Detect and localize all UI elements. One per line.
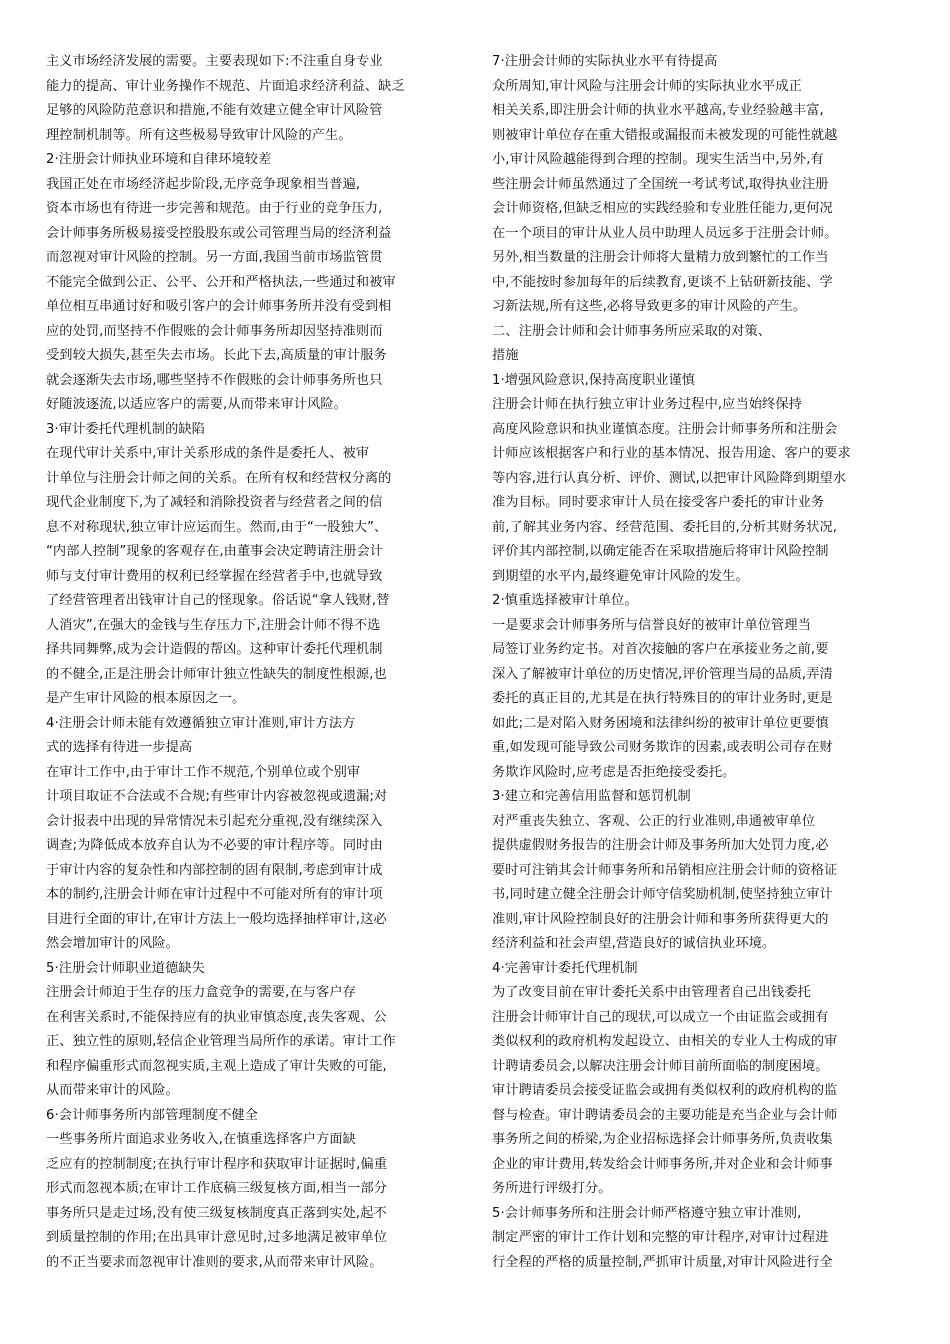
- text-line: 计单位与注册会计师之间的关系。在所有权和经营权分离的: [46, 470, 392, 486]
- text-line: 中,不能按时参加每年的后续教育,更谈不上钻研新技能、学: [492, 274, 833, 290]
- text-line: 制定严密的审计工作计划和完整的审计程序,对审计过程进: [492, 1230, 829, 1245]
- text-line: 应的处罚,而坚持不作假账的会计师事务所却因坚持准则而: [46, 323, 383, 339]
- text-line: 计聘请委员会,以解决注册会计师目前所面临的制度困境。: [492, 1058, 829, 1074]
- text-line: 相关关系,即注册会计师的执业水平越高,专业经验越丰富,: [492, 103, 824, 118]
- text-line: 措施: [492, 348, 519, 363]
- text-line: 人消灾”,在强大的金钱与生存压力下,注册会计师不得不选: [46, 617, 381, 633]
- text-line: 另外,相当数量的注册会计师将大量精力放到繁忙的工作当: [492, 250, 829, 265]
- text-line: 择共同舞弊,成为会计造假的帮凶。这种审计委托代理机制: [46, 642, 383, 657]
- text-line: 要时可注销其会计师事务所和吊销相应注册会计师的资格证: [492, 862, 838, 878]
- text-line: 不能完全做到公正、公平、公开和严格执法,一些通过和被审: [46, 274, 396, 290]
- text-line: 乏应有的控制制度;在执行审计程序和获取审计证据时,偏重: [46, 1156, 388, 1172]
- text-line: 事务所只是走过场,没有使三级复核制度真正落到实处,起不: [46, 1205, 387, 1221]
- text-line: 前,了解其业务内容、经营范围、委托目的,分析其财务状况,: [492, 519, 838, 535]
- text-line: 资本市场也有待进一步完善和规范。由于行业的竞争压力,: [46, 201, 383, 216]
- text-line: 类似权利的政府机构发起设立、由相关的专业人士构成的审: [492, 1034, 838, 1049]
- text-line: 一些事务所片面追求业务收入,在慎重选择客户方面缺: [46, 1132, 356, 1147]
- text-line: 师与支付审计费用的权利已经掌握在经营者手中,也就导致: [46, 568, 383, 584]
- text-line: 能力的提高、审计业务操作不规范、片面追求经济利益、缺乏: [46, 78, 405, 94]
- text-line: 企业的审计费用,转发给会计师事务所,并对企业和会计师事: [492, 1156, 833, 1172]
- text-line: 了经营管理者出钱审计自己的怪现象。俗话说“拿人钱财,替: [46, 593, 390, 608]
- text-line: 6·会计师事务所内部管理制度不健全: [46, 1107, 259, 1123]
- text-line: 是产生审计风险的根本原因之一。: [46, 691, 246, 706]
- text-line: 形式而忽视本质;在审计工作底稿三级复核方面,相当一部分: [46, 1181, 388, 1196]
- text-line: 重,如发现可能导致公司财务欺诈的因素,或表明公司存在财: [492, 740, 833, 755]
- text-line: 式的选择有待进一步提高: [46, 740, 193, 755]
- text-line: 目进行全面的审计,在审计方法上一般均选择抽样审计,这必: [46, 911, 387, 927]
- text-line: 二、注册会计师和会计师事务所应采取的对策、: [492, 323, 772, 339]
- text-line: 单位相互串通讨好和吸引客户的会计师事务所并没有受到相: [46, 299, 392, 314]
- text-line: 为了改变目前在审计委托关系中由管理者自己出钱委托: [492, 985, 811, 1000]
- text-line: 我国正处在市场经济起步阶段,无序竞争现象相当普遍,: [46, 176, 361, 192]
- text-line: 好随波逐流,以适应客户的需要,从而带来审计风险。: [46, 397, 347, 412]
- text-line: 在利害关系时,不能保持应有的执业审慎态度,丧失客观、公: [46, 1009, 387, 1025]
- text-line: 主义市场经济发展的需要。主要表现如下:不注重自身专业: [46, 54, 383, 69]
- text-line: 众所周知,审计风险与注册会计师的实际执业水平成正: [492, 78, 802, 94]
- text-line: 5·会计师事务所和注册会计师严格遵守独立审计准则,: [492, 1205, 802, 1221]
- text-line: 5·注册会计师职业道德缺失: [46, 960, 205, 976]
- text-line: 行全程的严格的质量控制,严抓审计质量,对审计风险进行全: [492, 1254, 833, 1270]
- text-line: 准为目标。同时要求审计人员在接受客户委托的审计业务: [492, 495, 825, 510]
- text-line: 2·注册会计师执业环境和自律环境较差: [46, 152, 272, 167]
- text-line: 和程序偏重形式而忽视实质,主观上造成了审计失败的可能,: [46, 1058, 387, 1074]
- text-line: 经济利益和社会声望,营造良好的诚信执业环境。: [492, 936, 776, 951]
- text-line: “内部人控制”现象的客观存在,由董事会决定聘请注册会计: [46, 544, 384, 559]
- left-column: [46, 50, 444, 1275]
- text-line: 一是要求会计师事务所与信誉良好的被审计单位管理当: [492, 617, 811, 633]
- text-line: 3·审计委托代理机制的缺陷: [46, 421, 205, 437]
- text-line: 小,审计风险越能得到合理的控制。现实生活当中,另外,有: [492, 152, 824, 167]
- text-line: 书,同时建立健全注册会计师守信奖励机制,使坚持独立审计: [492, 887, 833, 902]
- text-line: 而忽视对审计风险的控制。另一方面,我国当前市场监管贯: [46, 250, 383, 265]
- text-line: 计师应该根据客户和行业的基本情况、报告用途、客户的要求: [492, 446, 851, 461]
- text-line: 到质量控制的作用;在出具审计意见时,过多地满足被审单位: [46, 1230, 388, 1245]
- text-line: 在现代审计关系中,审计关系形成的条件是委托人、被审: [46, 446, 370, 461]
- text-line: 在审计工作中,由于审计工作不规范,个别单位或个别审: [46, 764, 361, 780]
- text-line: 务欺诈风险时,应考虑是否拒绝接受委托。: [492, 764, 736, 780]
- text-line: 然会增加审计的风险。: [46, 936, 179, 951]
- text-line: 等内容,进行认真分析、评价、测试,以把审计风险降到期望水: [492, 470, 847, 486]
- text-line: 息不对称现状,独立审计应运而生。然而,由于“一股独大”、: [46, 519, 388, 535]
- text-line: 深入了解被审计单位的历史情况,评价管理当局的品质,弄清: [492, 666, 833, 682]
- text-line: 足够的风险防范意识和措施,不能有效建立健全审计风险管: [46, 103, 383, 118]
- text-line: 注册会计师审计自己的现状,可以成立一个由证监会或拥有: [492, 1009, 829, 1025]
- text-line: 会计师事务所极易接受控股股东或公司管理当局的经济利益: [46, 225, 392, 241]
- text-line: 于审计内容的复杂性和内部控制的固有限制,考虑到审计成: [46, 862, 383, 878]
- text-line: 的不正当要求而忽视审计准则的要求,从而带来审计风险。: [46, 1254, 383, 1270]
- text-line: 会计师资格,但缺乏相应的实践经验和专业胜任能力,更何况: [492, 201, 833, 216]
- text-line: 注册会计师在执行独立审计业务过程中,应当始终保持: [492, 397, 802, 412]
- text-line: 现代企业制度下,为了减轻和消除投资者与经营者之间的信: [46, 495, 383, 510]
- text-line: 会计报表中出现的异常情况未引起充分重视,没有继续深入: [46, 813, 383, 829]
- text-line: 从而带来审计的风险。: [46, 1083, 179, 1098]
- text-line: 4·注册会计师未能有效遵循独立审计准则,审计方法方: [46, 715, 356, 731]
- text-line: 的不健全,正是注册会计师审计独立性缺失的制度性根源,也: [46, 666, 387, 682]
- text-line: 在一个项目的审计从业人员中助理人员远多于注册会计师。: [492, 225, 838, 241]
- text-line: 准则,审计风险控制良好的注册会计师和事务所获得更大的: [492, 911, 829, 927]
- text-line: 7·注册会计师的实际执业水平有待提高: [492, 54, 718, 69]
- text-line: 提供虚假财务报告的注册会计师及事务所加大处罚力度,必: [492, 838, 829, 853]
- text-line: 些注册会计师虽然通过了全国统一考试考试,取得执业注册: [492, 176, 829, 192]
- text-line: 事务所之间的桥梁,为企业招标选择会计师事务所,负责收集: [492, 1132, 833, 1147]
- text-line: 计项目取证不合法或不合规;有些审计内容被忽视或遗漏;对: [46, 789, 388, 804]
- text-line: 如此;二是对陷入财务困境和法律纠纷的被审计单位更要慎: [492, 715, 829, 731]
- text-line: 高度风险意识和执业谨慎态度。注册会计师事务所和注册会: [492, 421, 838, 437]
- text-line: 2·慎重选择被审计单位。: [492, 593, 638, 608]
- text-line: 本的制约,注册会计师在审计过程中不可能对所有的审计项: [46, 887, 383, 902]
- text-line: 委托的真正目的,尤其是在执行特殊目的的审计业务时,更是: [492, 691, 833, 706]
- text-line: 调查;为降低成本放弃自认为不必要的审计程序等。同时由: [46, 838, 383, 853]
- text-line: 局签订业务约定书。对首次接触的客户在承接业务之前,要: [492, 642, 829, 657]
- text-line: 到期望的水平内,最终避免审计风险的发生。: [492, 568, 749, 584]
- text-line: 评价其内部控制,以确定能否在采取措施后将审计风险控制: [492, 544, 829, 559]
- text-line: 1·增强风险意识,保持高度职业谨慎: [492, 372, 696, 388]
- text-line: 4·完善审计委托代理机制: [492, 960, 638, 976]
- text-line: 3·建立和完善信用监督和惩罚机制: [492, 789, 691, 804]
- text-line: 对严重丧失独立、客观、公正的行业准则,串通被审单位: [492, 813, 816, 829]
- text-line: 审计聘请委员会接受证监会或拥有类似权利的政府机构的监: [492, 1083, 838, 1098]
- text-line: 理控制机制等。所有这些极易导致审计风险的产生。: [46, 127, 352, 143]
- text-line: 习新法规,所有这些,必将导致更多的审计风险的产生。: [492, 299, 807, 314]
- text-line: 则被审计单位存在重大错报或漏报而未被发现的可能性就越: [492, 127, 838, 143]
- text-line: 注册会计师迫于生存的压力盒竞争的需要,在与客户存: [46, 985, 356, 1000]
- right-column: [492, 50, 884, 1275]
- text-line: 务所进行评级打分。: [492, 1181, 612, 1196]
- text-line: 督与检查。审计聘请委员会的主要功能是充当企业与会计师: [492, 1107, 838, 1123]
- text-line: 受到较大损失,甚至失去市场。长此下去,高质量的审计服务: [46, 348, 387, 363]
- text-line: 正、独立性的原则,轻信企业管理当局所作的承诺。审计工作: [46, 1034, 396, 1049]
- text-line: 就会逐渐失去市场,哪些坚持不作假账的会计师事务所也只: [46, 372, 383, 388]
